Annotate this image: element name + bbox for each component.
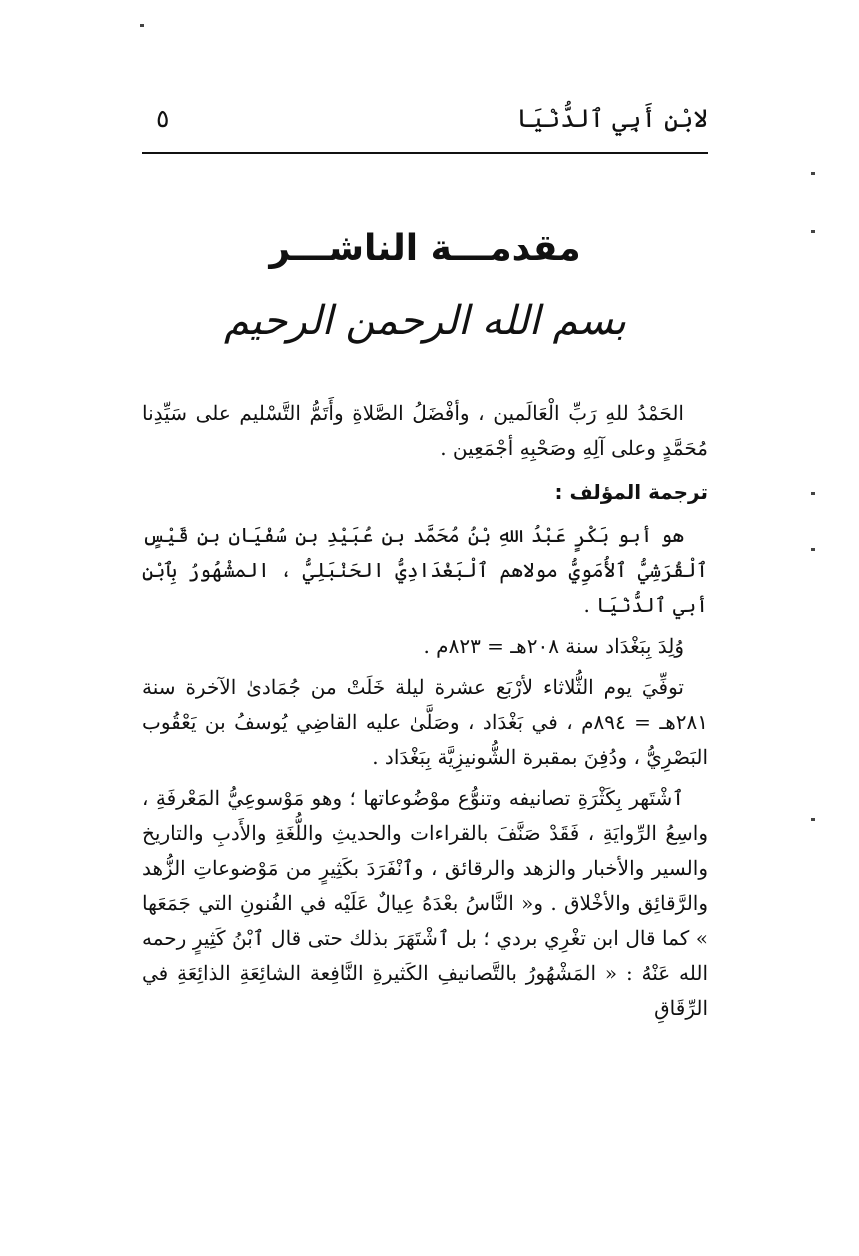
margin-mark (811, 548, 815, 551)
section-title: مقدمـــة الناشـــر (269, 228, 581, 269)
margin-mark (811, 818, 815, 821)
header-rule (142, 152, 708, 154)
paragraph-works: ٱشْتَهر بِكَثْرَةِ تصانيفه وتنوُّع موْضُوعاتها ؛ وهو مَوْسوعِيُّ المَعْرفَةِ ، واسِعُ الرِّوايَةِ ، فَقَدْ صَنَّفَ بالقراءات والحديثِ واللُّغَةِ والأَدبِ والتاريخ والسير والأخبار والزهد والرقائق ، وٱنْفَرَدَ بكَثِيرٍ من مَوْضوعاتِ الزُّهد والرَّقائِق والأخْلاق . و« النَّاسُ بعْدَهُ عِيالٌ عَلَيْه في الفُنونِ التي جَمَعَها » كما قال ابن تغْرِي بردي ؛ بل ٱشْتَهَرَ بذلك حتى قال ٱبْنُ كَثِيرٍ رحمه الله عَنْهُ : « المَشْهُورُ بالتَّصانيفِ الكَثيرةِ النَّافِعة الشائِعَةِ الذائِعَةِ في الرِّقَاقِ (142, 786, 708, 1020)
paragraph-name: هو أبو بَكْرٍ عَبْدُ اللهِ بْنُ مُحَمَّد بن عُبَيْدِ بن سُفْيَان بنِ قَيْسٍ ٱلْقُرَشِيُّ ٱلأُمَوِيُّ مولاهم ٱلْبَغْدَادِيُّ الحَنْبَلِيُّ ، المشْهُورُ بِٱبْنِ أبي ٱلدُّنْيَا . (142, 523, 708, 617)
margin-mark (811, 172, 815, 175)
paragraph-birth: وُلِدَ بِبَغْدَاد سنة ٢٠٨هـ = ٨٢٣م . (423, 634, 684, 658)
body-text (142, 396, 708, 1032)
page-header (142, 100, 708, 146)
paragraph-death: توفِّيَ يوم الثُّلاثاء لأرْبَع عشرة ليلة خَلَتْ من جُمَادىٰ الآخرة سنة ٢٨١هـ = ٨٩٤م ، في بَغْدَاد ، وصَلَّىٰ عليه القاضِي يُوسفُ بن يَعْقُوب البَصْرِيُّ ، ودُفِنَ بمقبرة الشُّونيزِيَّة بِبَغْدَاد . (142, 675, 708, 769)
basmala-calligraphy: بسم الله الرحمن الرحيم (223, 298, 627, 344)
margin-mark (140, 24, 144, 27)
author-heading: ترجمة المؤلف : (554, 480, 708, 504)
margin-mark (811, 230, 815, 233)
margin-mark (811, 492, 815, 495)
opening-paragraph: الحَمْدُ للهِ رَبِّ الْعَالَمين ، وأفْضَلُ الصَّلاةِ وأَتَمُّ التَّسْليم على سَيِّدِنا مُحَمَّدٍ وعلى آلِهِ وصَحْبِهِ أجْمَعِين . (142, 401, 708, 460)
running-title: لابْنِ أَبِي ٱلدُّنْيَا (516, 104, 708, 133)
page-number: ٥ (156, 104, 170, 133)
